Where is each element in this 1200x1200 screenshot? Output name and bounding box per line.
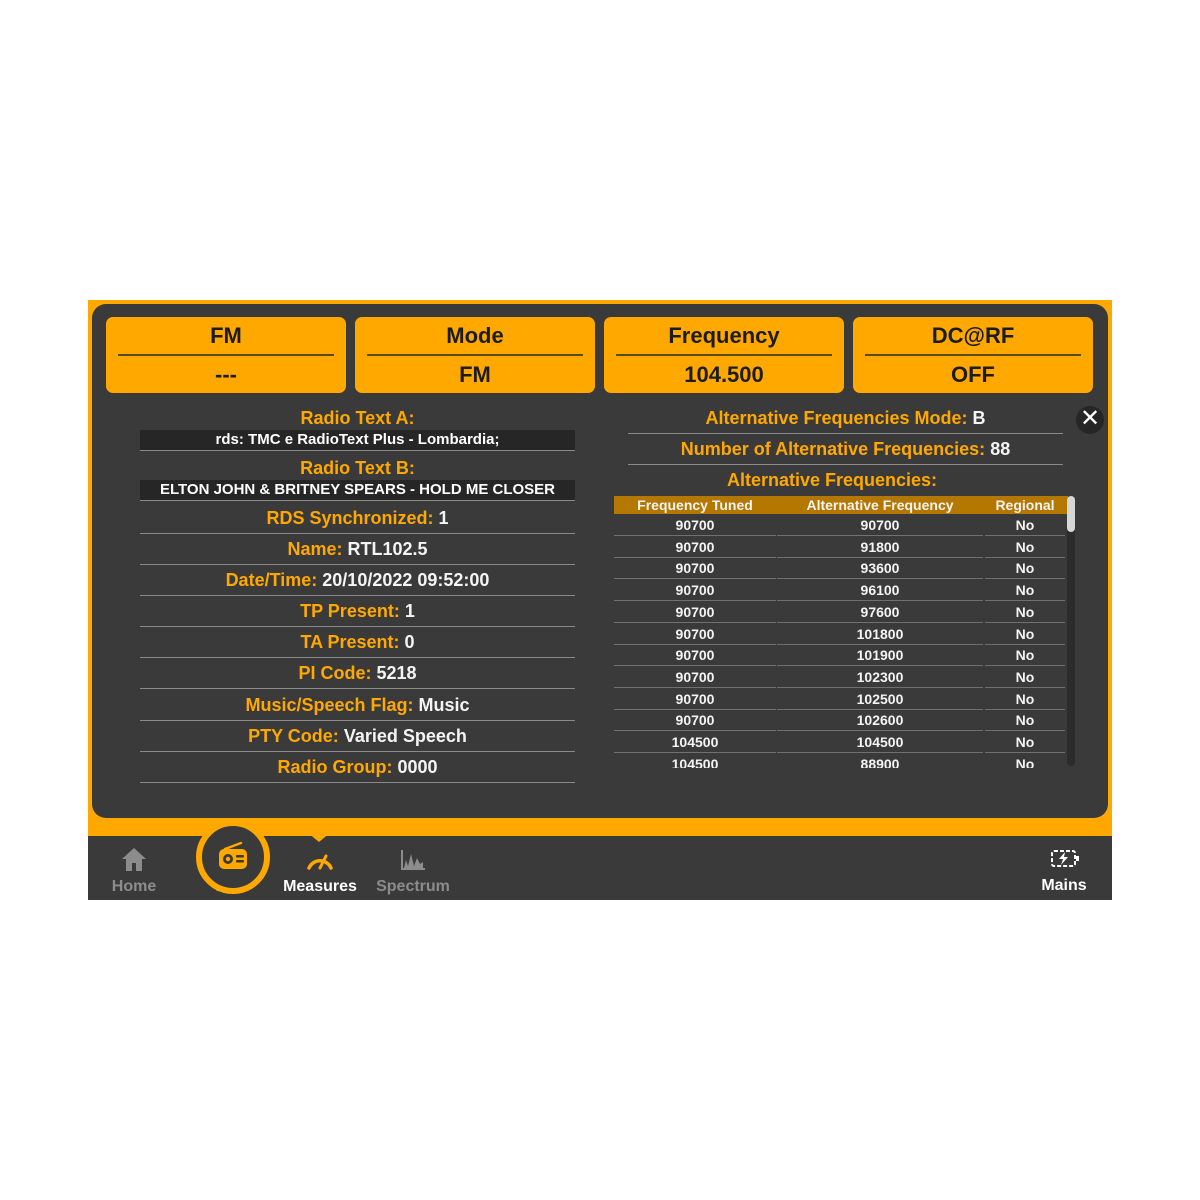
cell-frequency-tuned: 90700 xyxy=(614,580,776,601)
nav-mains[interactable] xyxy=(1019,836,1109,900)
column-header-regional: Regional xyxy=(995,497,1055,513)
close-icon: ✕ xyxy=(1079,405,1101,432)
gauge-icon xyxy=(305,844,335,874)
row-label: TP Present: xyxy=(300,601,400,621)
row-value: Varied Speech xyxy=(343,726,467,746)
cell-regional: No xyxy=(985,515,1065,536)
header-value: FM xyxy=(459,362,491,387)
cell-frequency-tuned: 104500 xyxy=(614,732,776,753)
cell-regional: No xyxy=(985,602,1065,623)
cell-alternative-frequency: 102300 xyxy=(777,667,983,688)
header-title: Frequency xyxy=(668,323,780,348)
row-value: Music xyxy=(418,695,470,715)
radio-icon xyxy=(216,840,250,874)
home-icon xyxy=(119,844,149,874)
row-label: Music/Speech Flag: xyxy=(245,695,414,715)
row-value: 1 xyxy=(404,601,415,621)
cell-regional: No xyxy=(985,754,1065,768)
rds-row-pi-code xyxy=(140,658,575,689)
rds-row-name xyxy=(140,534,575,565)
header-divider xyxy=(616,354,832,356)
cell-regional: No xyxy=(985,558,1065,579)
cell-alternative-frequency: 104500 xyxy=(777,732,983,753)
table-row xyxy=(614,754,1068,768)
header-value: --- xyxy=(215,362,237,387)
cell-regional: No xyxy=(985,537,1065,558)
af-mode-row xyxy=(628,403,1063,434)
close-button[interactable] xyxy=(1076,406,1104,434)
cell-frequency-tuned: 90700 xyxy=(614,667,776,688)
nav-home-label: Home xyxy=(111,878,157,895)
row-label: TA Present: xyxy=(300,632,400,652)
row-label: PI Code: xyxy=(298,663,372,683)
cell-regional: No xyxy=(985,667,1065,688)
radio-text-b-value: ELTON JOHN & BRITNEY SPEARS - HOLD ME CLOSER xyxy=(140,480,575,501)
cell-alternative-frequency: 102500 xyxy=(777,689,983,710)
cell-alternative-frequency: 97600 xyxy=(777,602,983,623)
nav-spectrum-label: Spectrum xyxy=(376,878,450,895)
cell-regional: No xyxy=(985,624,1065,645)
cell-alternative-frequency: 102600 xyxy=(777,710,983,731)
table-row xyxy=(614,732,1068,753)
af-list-title xyxy=(622,465,1042,495)
cell-regional: No xyxy=(985,645,1065,666)
table-row xyxy=(614,710,1068,731)
battery-charging-icon xyxy=(1045,844,1085,874)
cell-alternative-frequency: 90700 xyxy=(777,515,983,536)
header-box-dcrf xyxy=(853,317,1093,393)
table-row xyxy=(614,580,1068,601)
row-label: Radio Group: xyxy=(277,757,393,777)
cell-frequency-tuned: 90700 xyxy=(614,645,776,666)
header-divider xyxy=(118,354,334,356)
af-mode-value: B xyxy=(972,408,986,428)
af-count-value: 88 xyxy=(990,439,1011,459)
cell-regional: No xyxy=(985,580,1065,601)
cell-frequency-tuned: 90700 xyxy=(614,558,776,579)
af-mode-label: Alternative Frequencies Mode: xyxy=(705,408,968,428)
table-row xyxy=(614,537,1068,558)
row-value: 0000 xyxy=(397,757,438,777)
cell-frequency-tuned: 90700 xyxy=(614,624,776,645)
row-label: RDS Synchronized: xyxy=(266,508,434,528)
cell-alternative-frequency: 91800 xyxy=(777,537,983,558)
header-box-frequency xyxy=(604,317,844,393)
table-row xyxy=(614,645,1068,666)
rds-row-pty-code xyxy=(140,721,575,752)
rds-row-datetime xyxy=(140,565,575,596)
column-header-alternative-frequency: Alternative Frequency xyxy=(806,497,954,513)
header-title: FM xyxy=(210,323,242,348)
table-row xyxy=(614,689,1068,710)
table-row xyxy=(614,515,1068,536)
cell-frequency-tuned: 90700 xyxy=(614,689,776,710)
radio-text-a-label: Radio Text A: xyxy=(300,408,415,428)
cell-frequency-tuned: 90700 xyxy=(614,537,776,558)
cell-frequency-tuned: 90700 xyxy=(614,602,776,623)
cell-alternative-frequency: 93600 xyxy=(777,558,983,579)
row-label: Date/Time: xyxy=(225,570,318,590)
header-box-fm xyxy=(106,317,346,393)
spectrum-icon xyxy=(398,844,428,874)
nav-home[interactable] xyxy=(89,836,179,900)
row-value: 20/10/2022 09:52:00 xyxy=(322,570,490,590)
cell-regional: No xyxy=(985,689,1065,710)
rds-row-synchronized xyxy=(140,503,575,534)
row-value: 1 xyxy=(438,508,449,528)
af-count-label: Number of Alternative Frequencies: xyxy=(680,439,986,459)
af-list-label: Alternative Frequencies: xyxy=(726,470,938,490)
row-label: Name: xyxy=(287,539,343,559)
scrollbar-thumb[interactable] xyxy=(1067,496,1075,532)
rds-row-music-speech xyxy=(140,690,575,721)
cell-regional: No xyxy=(985,732,1065,753)
row-label: PTY Code: xyxy=(248,726,339,746)
radio-text-a-value: rds: TMC e RadioText Plus - Lombardia; xyxy=(140,430,575,451)
af-table[interactable] xyxy=(614,496,1070,768)
table-row xyxy=(614,602,1068,623)
rds-row-ta-present xyxy=(140,627,575,658)
nav-measures-label: Measures xyxy=(283,878,357,895)
af-table-header xyxy=(614,496,1068,514)
nav-mains-label: Mains xyxy=(1041,877,1087,894)
cell-frequency-tuned: 104500 xyxy=(614,754,776,768)
header-divider xyxy=(865,354,1081,356)
header-value: OFF xyxy=(951,362,995,387)
rds-panel xyxy=(92,304,1108,818)
row-value: 5218 xyxy=(376,663,417,683)
header-box-mode xyxy=(355,317,595,393)
af-table-scrollbar[interactable] xyxy=(1067,496,1075,766)
row-value: RTL102.5 xyxy=(347,539,428,559)
nav-spectrum[interactable] xyxy=(368,836,458,900)
radio-text-b-label: Radio Text B: xyxy=(300,458,415,478)
cell-frequency-tuned: 90700 xyxy=(614,515,776,536)
header-title: DC@RF xyxy=(931,323,1015,348)
rds-row-tp-present xyxy=(140,596,575,627)
cell-regional: No xyxy=(985,710,1065,731)
header-value: 104.500 xyxy=(684,362,764,387)
nav-measures[interactable] xyxy=(275,836,365,900)
table-row xyxy=(614,558,1068,579)
header-divider xyxy=(367,354,583,356)
table-row xyxy=(614,667,1068,688)
nav-fm-bubble[interactable] xyxy=(196,820,270,894)
device-screen xyxy=(88,300,1112,900)
row-value: 0 xyxy=(404,632,415,652)
cell-alternative-frequency: 101900 xyxy=(777,645,983,666)
cell-alternative-frequency: 101800 xyxy=(777,624,983,645)
column-header-frequency-tuned: Frequency Tuned xyxy=(637,497,753,513)
rds-row-radio-group xyxy=(140,752,575,783)
cell-alternative-frequency: 96100 xyxy=(777,580,983,601)
cell-frequency-tuned: 90700 xyxy=(614,710,776,731)
header-title: Mode xyxy=(446,323,504,348)
table-row xyxy=(614,624,1068,645)
cell-alternative-frequency: 88900 xyxy=(777,754,983,768)
af-count-row xyxy=(628,434,1063,465)
